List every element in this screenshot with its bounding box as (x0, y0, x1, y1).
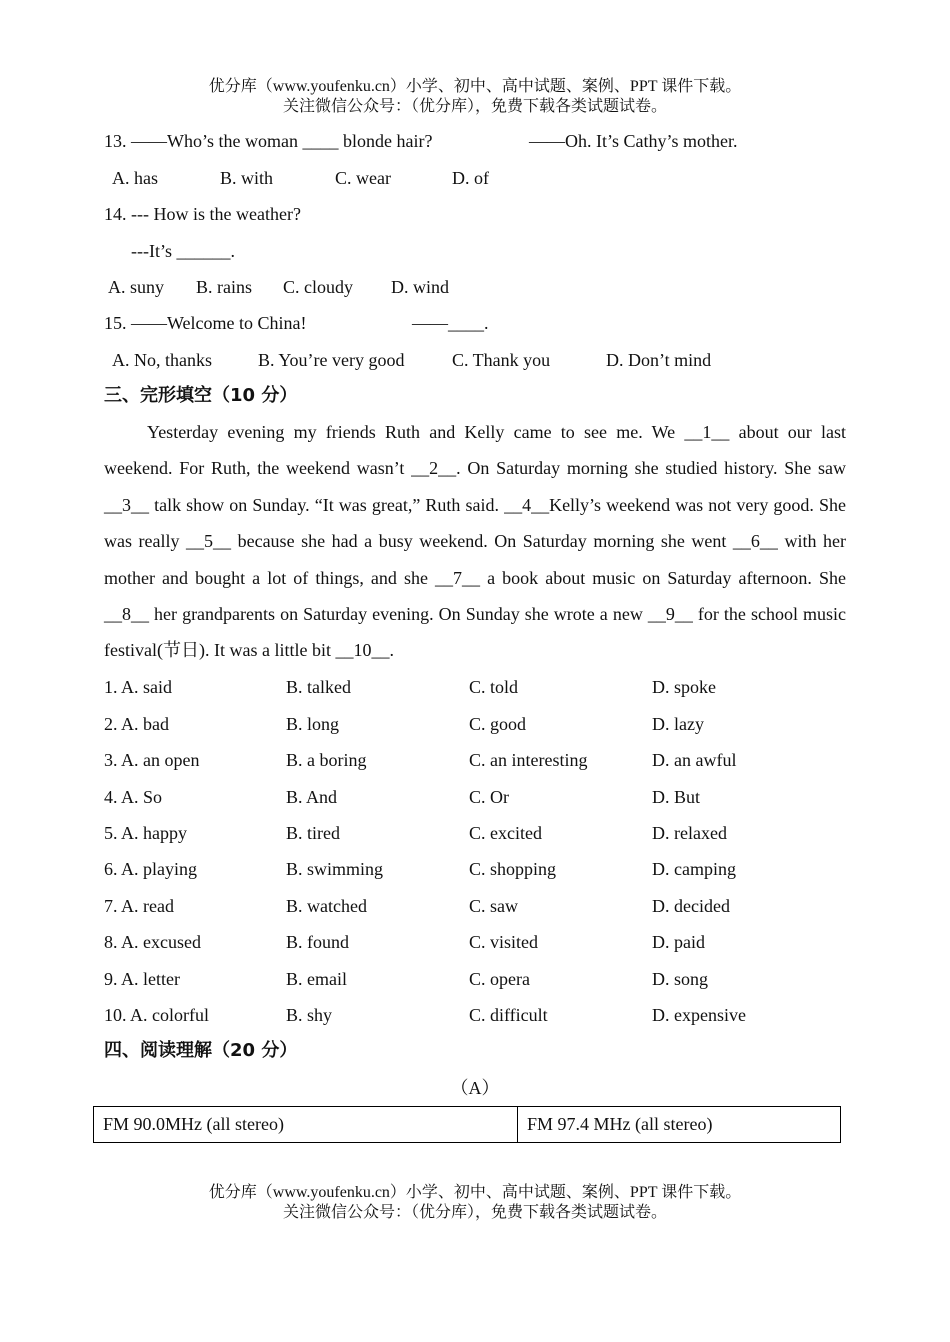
option: 5. A. happy (104, 823, 187, 843)
question-14: 14. --- How is the weather? (104, 204, 301, 224)
option: 10. A. colorful (104, 1005, 209, 1025)
option: D. relaxed (652, 823, 727, 843)
option: D. an awful (652, 750, 737, 770)
page-header-line-1: 优分库（www.youfenku.cn）小学、初中、高中试题、案例、PPT 课件下载。 (208, 78, 742, 95)
question-13-answer: ——Oh. It’s Cathy’s mother. (529, 131, 738, 151)
option: C. Or (469, 787, 509, 807)
question-15: 15. ——Welcome to China! (104, 313, 307, 333)
option: D. decided (652, 896, 730, 916)
option: B. swimming (286, 859, 384, 879)
option: 8. A. excused (104, 932, 201, 952)
option: C. an interesting (469, 750, 588, 770)
option: B. found (286, 932, 349, 952)
option: 3. A. an open (104, 750, 200, 770)
option: D. lazy (652, 714, 704, 734)
option: D. wind (391, 277, 449, 297)
option: C. shopping (469, 859, 557, 879)
option: B. talked (286, 677, 351, 697)
option: B. with (220, 168, 274, 188)
option: 6. A. playing (104, 859, 197, 879)
section-3-title: 三、完形填空（10 分） (104, 385, 298, 406)
option: B. shy (286, 1005, 333, 1025)
table-row (94, 1107, 841, 1143)
page-footer-line-1: 优分库（www.youfenku.cn）小学、初中、高中试题、案例、PPT 课件下载。 (208, 1184, 742, 1201)
option: B. long (286, 714, 340, 734)
page-header-line-2: 关注微信公众号：（优分库），免费下载各类试题试卷。 (282, 98, 667, 115)
option: 4. A. So (104, 787, 163, 807)
option: B. rains (196, 277, 252, 297)
option: B. And (286, 787, 338, 807)
option: B. email (286, 969, 347, 989)
option: C. excited (469, 823, 542, 843)
question-13: 13. ——Who’s the woman ____ blonde hair? (104, 131, 433, 151)
option: C. saw (469, 896, 518, 916)
option: B. a boring (286, 750, 367, 770)
option: B. You’re very good (258, 350, 405, 370)
option: 1. A. said (104, 677, 173, 697)
option: D. paid (652, 932, 705, 952)
option: D. of (452, 168, 489, 188)
option: D. expensive (652, 1005, 746, 1025)
option: 2. A. bad (104, 714, 169, 734)
question-14-answer: ---It’s ______. (131, 241, 235, 261)
option: C. good (469, 714, 527, 734)
option: C. opera (469, 969, 530, 989)
option: A. has (112, 168, 158, 188)
option: D. song (652, 969, 709, 989)
option: D. spoke (652, 677, 716, 697)
option: A. suny (108, 277, 165, 297)
passage-a-label: （A） (450, 1078, 500, 1098)
section-4-title: 四、阅读理解（20 分） (104, 1040, 298, 1061)
option: B. tired (286, 823, 340, 843)
option: 7. A. read (104, 896, 174, 916)
option: D. camping (652, 859, 736, 879)
option: D. Don’t mind (606, 350, 712, 370)
table-cell: FM 97.4 MHz (all stereo) (518, 1107, 841, 1143)
option: C. cloudy (283, 277, 353, 297)
table-cell: FM 90.0MHz (all stereo) (94, 1107, 518, 1143)
page-footer-line-2: 关注微信公众号：（优分库），免费下载各类试题试卷。 (282, 1204, 667, 1221)
option: C. difficult (469, 1005, 548, 1025)
option: 9. A. letter (104, 969, 180, 989)
option: C. told (469, 677, 519, 697)
option: C. wear (335, 168, 391, 188)
option: C. visited (469, 932, 539, 952)
option: B. watched (286, 896, 367, 916)
option: A. No, thanks (112, 350, 212, 370)
cloze-passage: Yesterday evening my friends Ruth and Kelly came to see me. We __1__ about our last weekend. For Ruth, the weekend wasn’t __2__. On Saturday morning she studied history. She saw __3__ talk show on Sunday. “It was great,” Ruth said. __4__Kelly’s weekend was not very good. She was really __5__ because she had a busy weekend. On Saturday morning she went __6__ with her mother and bought a lot of things, and she __7__ a book about music on Saturday afternoon. She __8__ her grandparents on Saturday evening. On Sunday she wrote a new __9__ for the school music festival(节日). It was a little bit __10__. (104, 422, 846, 661)
question-15-answer: ——____. (412, 313, 489, 333)
option: C. Thank you (452, 350, 551, 370)
radio-frequency-table (93, 1106, 841, 1143)
option: D. But (652, 787, 701, 807)
